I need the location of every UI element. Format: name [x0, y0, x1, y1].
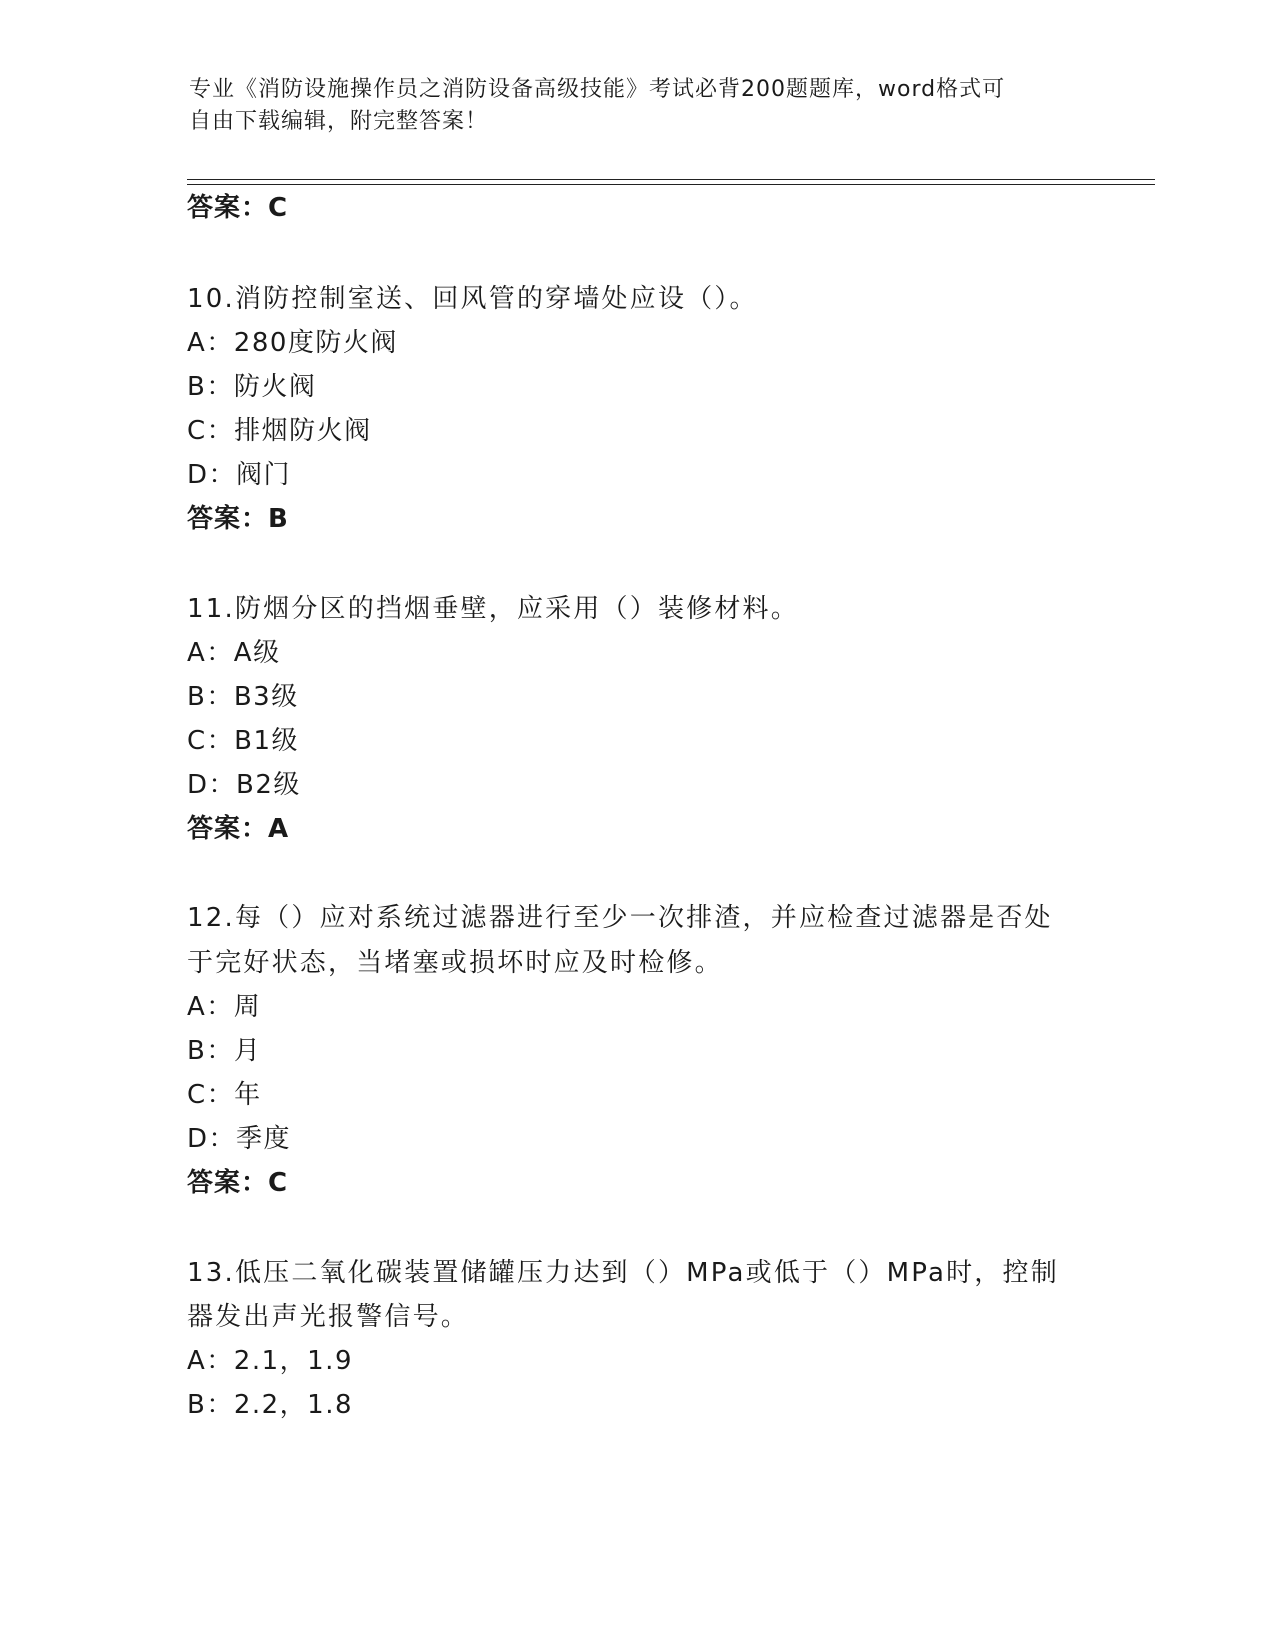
question-10: 10.消防控制室送、回风管的穿墙处应设（）。 [187, 284, 758, 314]
option-13-b: B：2.2，1.8 [187, 1390, 354, 1420]
option-12-b: B：月 [187, 1036, 262, 1066]
option-11-b: B：B3级 [187, 682, 299, 712]
question-13-line-1: 13.低压二氧化碳装置储罐压力达到（）MPa或低于（）MPa时，控制 [187, 1258, 1059, 1288]
option-13-a: A：2.1，1.9 [187, 1346, 353, 1376]
option-10-c: C：排烟防火阀 [187, 416, 372, 446]
answer-12: 答案：C [187, 1168, 289, 1198]
option-11-c: C：B1级 [187, 726, 300, 756]
answer-10: 答案：B [187, 504, 289, 534]
question-12-line-1: 12.每（）应对系统过滤器进行至少一次排渣，并应检查过滤器是否处 [187, 903, 1053, 933]
question-13-line-2: 器发出声光报警信号。 [187, 1302, 470, 1332]
option-12-c: C：年 [187, 1080, 262, 1110]
option-12-d: D：季度 [187, 1124, 292, 1154]
question-12-line-2: 于完好状态，当堵塞或损坏时应及时检修。 [187, 948, 723, 978]
header-line-1: 专业《消防设施操作员之消防设备高级技能》考试必背200题题库，word格式可 [189, 77, 1006, 102]
option-10-a: A：280度防火阀 [187, 328, 398, 358]
answer-11: 答案：A [187, 814, 290, 844]
header-line-2: 自由下载编辑，附完整答案！ [189, 109, 489, 134]
option-10-d: D：阀门 [187, 460, 292, 490]
document-header [189, 74, 1089, 138]
option-10-b: B：防火阀 [187, 372, 317, 402]
option-11-d: D：B2级 [187, 770, 301, 800]
header-rule-bottom [187, 184, 1155, 185]
question-11: 11.防烟分区的挡烟垂壁，应采用（）装修材料。 [187, 594, 799, 624]
answer-9: 答案：C [187, 193, 289, 223]
option-12-a: A：周 [187, 992, 262, 1022]
header-rule-top [187, 179, 1155, 180]
option-11-a: A：A级 [187, 638, 281, 668]
